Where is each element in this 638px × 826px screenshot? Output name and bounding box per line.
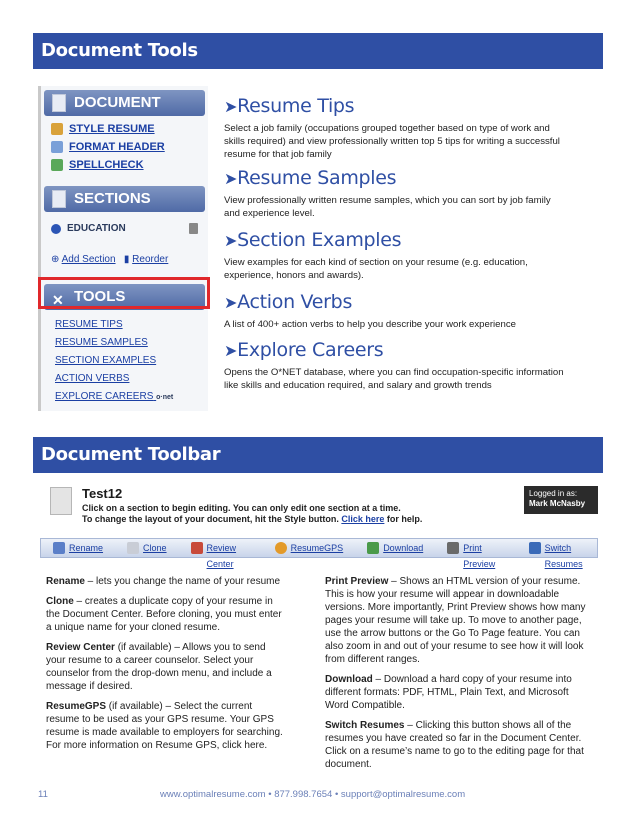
review-center-button[interactable]: Review Center — [187, 540, 253, 556]
footer-contact: www.optimalresume.com • 877.998.7654 • support@optimalresume.com — [160, 789, 466, 800]
login-badge: Logged in as: Mark McNasby — [524, 486, 598, 514]
spellcheck-icon — [51, 159, 63, 171]
switch-icon — [529, 542, 541, 554]
action-verbs-block — [224, 290, 564, 331]
gps-icon — [275, 542, 287, 554]
document-toolbar-screenshot — [40, 483, 598, 569]
document-title: Test12 — [82, 486, 123, 501]
resumegps-button[interactable]: ResumeGPS — [271, 540, 344, 556]
section-examples-heading: Section Examples — [237, 229, 402, 251]
format-header-link[interactable]: FORMAT HEADER — [41, 138, 208, 156]
resume-tips-text: Select a job family (occupations grouped together based on type of work and skills required) and view professionally written top 5 tips for writing a successful resume for that job family — [224, 123, 560, 160]
page-number: 11 — [38, 789, 48, 800]
document-icon — [50, 487, 72, 515]
arrow-icon: ➤ — [224, 97, 238, 116]
action-verbs-heading: Action Verbs — [237, 291, 353, 313]
instruction-line-2: To change the layout of your document, hit the Style button. Click here for help. — [82, 514, 423, 524]
section-title-document-tools: Document Tools — [33, 33, 603, 69]
education-section-item[interactable]: EDUCATION — [41, 218, 208, 240]
explore-careers-heading: Explore Careers — [237, 339, 384, 361]
spellcheck-link[interactable]: SPELLCHECK — [41, 156, 208, 174]
section-examples-block — [224, 228, 564, 282]
tools-highlight-box — [38, 277, 210, 309]
format-icon — [51, 141, 63, 153]
right-descriptions — [325, 575, 595, 778]
review-center-description: Review Center (if available) – Allows you to send your resume to a career counselor. Select your counselor from the drop-down menu, and include a message if desired. — [46, 642, 272, 692]
section-examples-text: View examples for each kind of section on your resume (e.g. education, experience, honors and awards). — [224, 257, 528, 281]
section-examples-link[interactable]: SECTION EXAMPLES — [55, 355, 157, 366]
left-descriptions — [46, 575, 286, 759]
sections-icon — [52, 190, 66, 208]
resumegps-description: ResumeGPS (if available) – Select the current resume to be used as your GPS resume. Your GPS resume is made available to employers for searching. For more information on Resume GPS, click here. — [46, 701, 283, 751]
style-resume-link[interactable]: STYLE RESUME — [41, 120, 208, 138]
print-icon — [447, 542, 459, 554]
download-button[interactable]: Download — [363, 540, 423, 556]
review-icon — [191, 542, 203, 554]
explore-careers-block — [224, 338, 564, 392]
onet-badge: o·net — [156, 394, 174, 401]
clone-icon — [127, 542, 139, 554]
add-section-link[interactable]: Add Section — [61, 254, 116, 265]
resume-tips-block — [224, 94, 564, 161]
wrench-icon: ✕ — [52, 292, 64, 308]
arrow-icon: ➤ — [224, 231, 238, 250]
resume-tips-heading: Resume Tips — [237, 95, 355, 117]
switch-resumes-description: Switch Resumes – Clicking this button shows all of the resumes you have created so far in the Document Center. Click on a resume’s name to go to the editing page for that document. — [325, 720, 584, 770]
instruction-line-1: Click on a section to begin editing. You can only edit one section at a time. — [82, 503, 401, 513]
print-preview-description: Print Preview – Shows an HTML version of your resume. This is how your resume will appear in downloadable versions. More importantly, Print Preview shows how many pages your resume will take up. To move to another page, use the arrow buttons or the Go To Page feature. You can also zoom in and out of your resume to see how it will look from different ranges. — [325, 576, 586, 665]
section-actions: ⊕ Add Section ▮ Reorder — [51, 254, 169, 265]
arrow-icon: ➤ — [224, 341, 238, 360]
download-icon — [367, 542, 379, 554]
rename-button[interactable]: Rename — [49, 540, 103, 556]
help-link[interactable]: Click here — [341, 514, 385, 524]
download-description: Download – Download a hard copy of your resume into different formats: PDF, HTML, Plain Text, and Microsoft Word Compatible. — [325, 674, 572, 711]
rename-icon — [53, 542, 65, 554]
resume-tips-link[interactable]: RESUME TIPS — [55, 319, 123, 330]
resume-samples-link[interactable]: RESUME SAMPLES — [55, 337, 148, 348]
clone-button[interactable]: Clone — [123, 540, 167, 556]
resume-samples-text: View professionally written resume samples, which you can sort by job family and experience level. — [224, 195, 551, 219]
action-verbs-text: A list of 400+ action verbs to help you describe your work experience — [224, 319, 516, 330]
clone-description: Clone – creates a duplicate copy of your resume in the Document Center. Before cloning, you must enter a unique name for your cloned resume. — [46, 596, 282, 633]
print-preview-button[interactable]: Print Preview — [443, 540, 504, 556]
trash-icon[interactable] — [189, 223, 198, 234]
explore-careers-text: Opens the O*NET database, where you can find occupation-specific information like skills and education required, and salary and growth trends — [224, 367, 564, 391]
section-title-document-toolbar: Document Toolbar — [33, 437, 603, 473]
arrow-icon: ➤ — [224, 169, 238, 188]
document-icon — [52, 94, 66, 112]
rename-description: Rename – lets you change the name of your resume — [46, 576, 281, 587]
sections-header: SECTIONS — [44, 186, 205, 212]
toolbar-strip — [40, 538, 598, 569]
explore-careers-link[interactable]: EXPLORE CAREERS o·net — [41, 388, 208, 406]
reorder-link[interactable]: Reorder — [132, 254, 169, 265]
document-header: DOCUMENT — [44, 90, 205, 116]
resume-samples-block — [224, 166, 564, 220]
action-verbs-link[interactable]: ACTION VERBS — [55, 373, 130, 384]
resume-samples-heading: Resume Samples — [237, 167, 397, 189]
arrow-icon — [51, 224, 61, 234]
tools-header: ✕ TOOLS — [44, 284, 205, 310]
arrow-icon: ➤ — [224, 293, 238, 312]
style-icon — [51, 123, 63, 135]
document-sidebar-screenshot — [38, 86, 208, 411]
switch-resumes-button[interactable]: Switch Resumes — [525, 540, 597, 556]
